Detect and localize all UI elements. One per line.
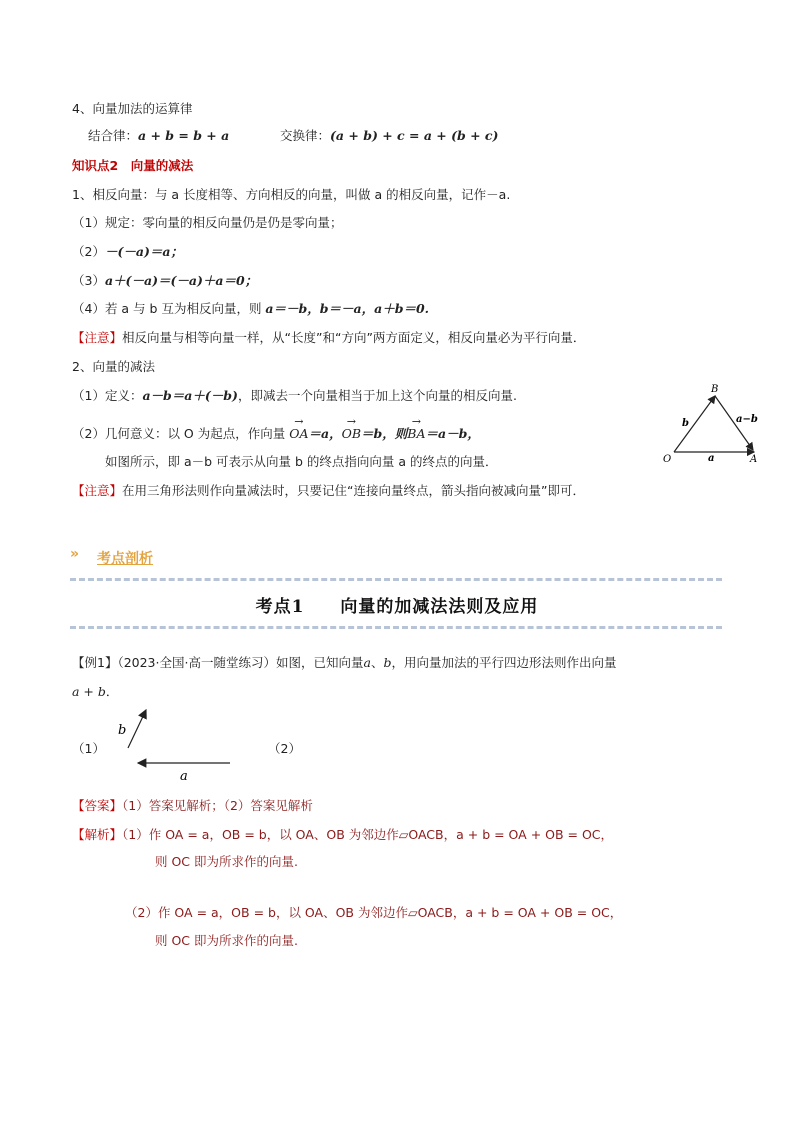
kp2-rule2 [72, 243, 183, 261]
geo-eq-b: ＝b，则 [361, 426, 408, 441]
kp2-def [72, 387, 517, 405]
vector-oa: → OA [289, 421, 308, 443]
example-prefix: 【例1】 [72, 655, 118, 670]
example-sep: 、 [370, 655, 384, 670]
comm-formula: (a + b) + c = a + (b + c) [330, 128, 499, 143]
example-line1 [72, 654, 616, 672]
example-vector-figure [118, 700, 240, 785]
side-label-b: b [682, 418, 689, 429]
comm-law [280, 127, 498, 145]
vector-ob: → OB [342, 421, 361, 443]
answer-text: （1）答案见解析；（2）答案见解析 [122, 798, 313, 813]
label-a: A [750, 454, 758, 465]
example-period: ． [105, 684, 119, 699]
note1-label: 【注意】 [72, 330, 123, 345]
rule2-formula: －(－a)＝a； [104, 244, 183, 259]
vector-b-label: b [118, 723, 127, 738]
example-text2: ，用向量加法的平行四边形法则作出向量 [391, 655, 617, 670]
vector-b-arrow [128, 710, 146, 748]
label-b: B [711, 384, 719, 395]
kp2-rule1: （1）规定：零向量的相反向量仍是仍是零向量； [72, 215, 343, 230]
label-o: O [663, 454, 672, 465]
assoc-label: 结合律： [88, 128, 139, 143]
example-line2 [72, 683, 118, 701]
example-text: 如图，已知向量 [275, 655, 364, 670]
kp2-item1: 1、相反向量：与 a 长度相等、方向相反的向量，叫做 a 的相反向量，记作－a. [72, 187, 511, 202]
analysis-p2-line1: （2）作 OA = a，OB = b，以 OA、OB 为邻边作▱OACB，a + b = OA + OB = OC， [125, 905, 623, 920]
example-vec-a: a [363, 655, 371, 670]
comm-label: 交换律： [280, 128, 331, 143]
note1-text: 相反向量与相等向量一样，从“长度”和“方向”两方面定义，相反向量必为平行向量． [122, 330, 586, 345]
kp2-rule3 [72, 272, 257, 290]
analysis-line1 [72, 826, 613, 844]
kp2-item2: 2、向量的减法 [72, 359, 155, 374]
rule4-prefix: （4）若 a 与 b 互为相反向量，则 [72, 301, 266, 316]
def-suffix: ，即减去一个向量相当于加上这个向量的相反向量. [237, 388, 517, 403]
kp2-fig-text: 如图所示，即 a－b 可表示从向量 b 的终点指向向量 a 的终点的向量． [105, 454, 498, 469]
side-ob [674, 396, 715, 452]
analysis-p2-line2: 则 OC 即为所求作的向量. [155, 933, 298, 948]
section-chevron-icon: » [70, 546, 77, 562]
rule4-formula: a＝－b，b＝－a，a＋b＝0. [265, 301, 429, 316]
example-vec-b: b [383, 655, 392, 670]
fig-label-1: （1） [72, 741, 105, 756]
geo-eq-a: ＝a， [308, 426, 342, 441]
geo-prefix: （2）几何意义：以 O 为起点，作向量 [72, 426, 290, 441]
side-label-a: a [708, 453, 715, 464]
vector-subtraction-triangle [660, 380, 770, 470]
analysis-p1-line1: （1）作 OA = a，OB = b，以 OA、OB 为邻边作▱OACB，a + b = OA + OB = OC， [122, 827, 614, 842]
kp2-rule4 [72, 300, 429, 318]
vector-a-label: a [180, 769, 188, 784]
assoc-law [88, 127, 229, 145]
example-sum: a + b [72, 684, 106, 699]
analysis-label: 【解析】 [72, 827, 123, 842]
kp2-title: 知识点2 向量的减法 [72, 158, 194, 173]
example-source: （2023·全国·高一随堂练习） [117, 655, 276, 670]
def-prefix: （1）定义： [72, 388, 143, 403]
note2-text: 在用三角形法则作向量减法时，只要记住“连接向量终点，箭头指向被减向量”即可． [122, 483, 585, 498]
side-label-amb: a−b [736, 414, 758, 425]
s4-heading: 4、向量加法的运算律 [72, 101, 193, 116]
note2-label: 【注意】 [72, 483, 123, 498]
geo-eq: ＝a－b， [425, 426, 480, 441]
answer-line [72, 797, 313, 815]
kp2-note2 [72, 482, 585, 500]
kp2-geo [72, 421, 480, 443]
rule3-prefix: （3） [72, 273, 105, 288]
section-label: 考点剖析 [97, 551, 153, 567]
fig-label-2: （2） [268, 741, 301, 756]
analysis-p1-line2: 则 OC 即为所求作的向量. [155, 854, 298, 869]
def-formula: a－b＝a＋(－b) [142, 388, 238, 403]
assoc-formula: a + b = b + a [138, 128, 230, 143]
vector-ba: → BA [407, 421, 425, 443]
rule3-formula: a＋(－a)＝(－a)＋a＝0； [104, 273, 258, 288]
kp2-note1 [72, 329, 585, 347]
rule2-prefix: （2） [72, 244, 105, 259]
page-title: 考点1 向量的加减法法则及应用 [255, 597, 539, 617]
divider-top [70, 578, 722, 581]
divider-bottom [70, 626, 722, 629]
answer-label: 【答案】 [72, 798, 123, 813]
